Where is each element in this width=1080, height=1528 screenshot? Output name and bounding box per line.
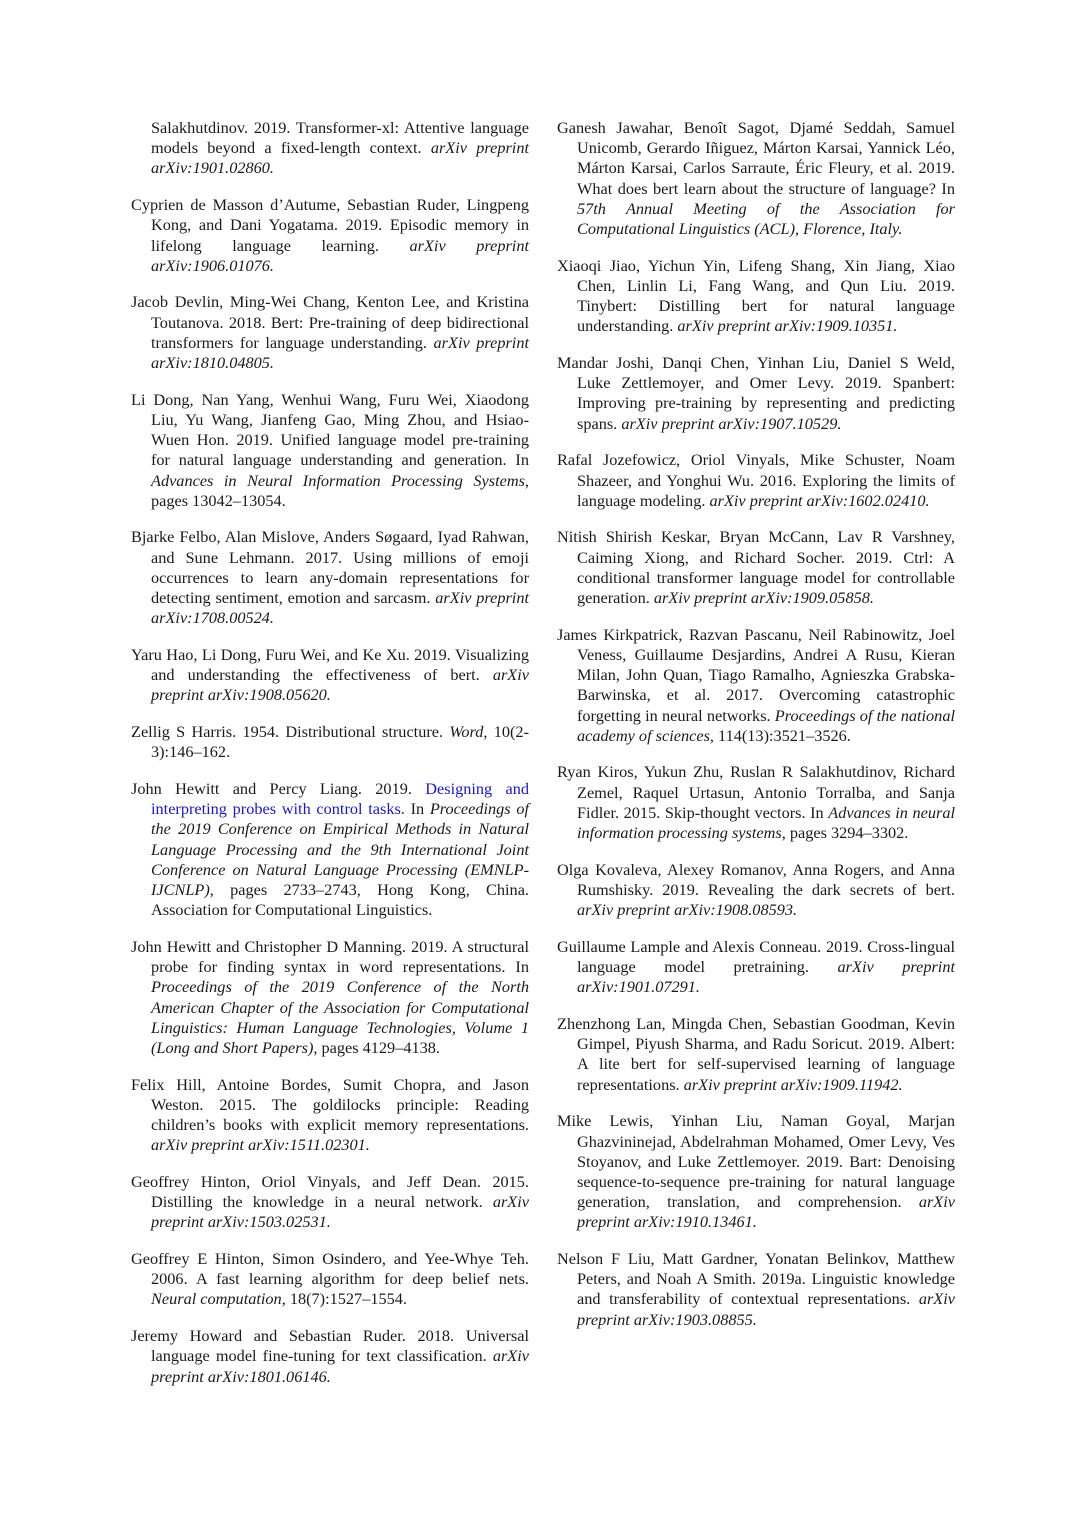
reference-venue: Word: [449, 722, 484, 742]
reference-text: , 114(13):3521–3526.: [709, 725, 851, 745]
reference-text: In: [404, 799, 430, 819]
reference-text: , pages 4129–4138.: [313, 1037, 440, 1057]
reference-venue: Proceedings of the 2019 Conference of the North American Chapter of the Association for Computational Linguistics: Human Language Technologies, Volume 1 (Long and Short Papers): [151, 977, 529, 1057]
reference-text: Mandar Joshi, Danqi Chen, Yinhan Liu, Daniel S Weld, Luke Zettlemoyer, and Omer Levy. 2019. Spanbert: Improving pre-training by representing and predicting spans.: [557, 353, 955, 433]
reference-text: Ryan Kiros, Yukun Zhu, Ruslan R Salakhutdinov, Richard Zemel, Raquel Urtasun, Antonio Torralba, and Sanja Fidler. 2015. Skip-thought vectors. In: [557, 762, 955, 822]
references-right-column: [557, 118, 955, 1346]
reference-text: Cyprien de Masson d’Autume, Sebastian Ruder, Lingpeng Kong, and Dani Yogatama. 2019. Episodic memory in lifelong language learning.: [131, 195, 529, 255]
reference-text: Jeremy Howard and Sebastian Ruder. 2018. Universal language model fine-tuning for text classification.: [131, 1326, 529, 1366]
reference-entry: [557, 1014, 955, 1095]
reference-text: Rafal Jozefowicz, Oriol Vinyals, Mike Schuster, Noam Shazeer, and Yonghui Wu. 2016. Exploring the limits of language modeling.: [557, 450, 955, 510]
reference-entry: [557, 118, 955, 239]
reference-venue: arXiv preprint arXiv:1801.06146.: [151, 1346, 529, 1386]
reference-venue: Proceedings of the 2019 Conference on Empirical Methods in Natural Language Processing and the 9th International Joint Conference on Natural Language Processing (EMNLP-IJCNLP): [151, 799, 530, 899]
reference-venue: arXiv preprint arXiv:1909.10351.: [677, 316, 898, 336]
reference-entry: [131, 1172, 529, 1233]
reference-entry: [557, 1111, 955, 1232]
reference-venue: arXiv preprint arXiv:1810.04805.: [151, 332, 529, 373]
reference-text: Nitish Shirish Keskar, Bryan McCann, Lav R Varshney, Caiming Xiong, and Richard Socher. 2019. Ctrl: A conditional transformer language model for controllable generation.: [557, 527, 955, 608]
reference-entry: [557, 256, 955, 337]
reference-entry: [557, 1249, 955, 1330]
reference-text: Yaru Hao, Li Dong, Furu Wei, and Ke Xu. 2019. Visualizing and understanding the effectiveness of bert.: [131, 644, 529, 685]
reference-text: James Kirkpatrick, Razvan Pascanu, Neil Rabinowitz, Joel Veness, Guillaume Desjardins, Andrei A Rusu, Kieran Milan, John Quan, Tiago Ramalho, Agnieszka Grabska-Barwinska, et al. 2017. Overcoming catastrophic forgetting in neural networks.: [557, 624, 955, 725]
reference-entry: [131, 779, 529, 920]
reference-text: Salakhutdinov. 2019. Transformer-xl: Attentive language models beyond a fixed-length context.: [151, 118, 529, 158]
reference-entry: [557, 353, 955, 434]
reference-entry: [557, 762, 955, 843]
reference-venue: arXiv preprint arXiv:1909.11942.: [683, 1074, 903, 1094]
reference-entry: [131, 645, 529, 706]
reference-entry: [131, 937, 529, 1058]
reference-entry: [557, 937, 955, 998]
reference-text: Xiaoqi Jiao, Yichun Yin, Lifeng Shang, Xin Jiang, Xiao Chen, Linlin Li, Fang Wang, and Qun Liu. 2019. Tinybert: Distilling bert for natural language understanding.: [557, 255, 955, 336]
reference-entry: [131, 1075, 529, 1156]
reference-text: , pages 2733–2743, Hong Kong, China. Association for Computational Linguistics.: [151, 880, 529, 920]
reference-text: , 18(7):1527–1554.: [281, 1289, 407, 1309]
reference-text: Mike Lewis, Yinhan Liu, Naman Goyal, Marjan Ghazvininejad, Abdelrahman Mohamed, Omer Levy, Ves Stoyanov, and Luke Zettlemoyer. 2019. Bart: Denoising sequence-to-sequence pre-training for natural language generation, translation, and comprehension.: [557, 1111, 955, 1212]
reference-venue: arXiv preprint arXiv:1908.05620.: [151, 665, 529, 705]
reference-text: Ganesh Jawahar, Benoît Sagot, Djamé Seddah, Samuel Unicomb, Gerardo Iñiguez, Márton Karsai, Yannick Léo, Márton Karsai, Carlos Sarraute, Éric Fleury, et al. 2019. What does bert learn about the structure of language? In: [557, 118, 955, 198]
reference-venue: arXiv preprint arXiv:1909.05858.: [653, 588, 874, 608]
reference-entry: [557, 625, 955, 746]
reference-entry: [131, 195, 529, 276]
reference-venue: arXiv preprint arXiv:1903.08855.: [577, 1289, 955, 1329]
reference-venue: arXiv preprint arXiv:1907.10529.: [621, 413, 842, 433]
reference-entry: [131, 1326, 529, 1387]
reference-venue: Advances in neural information processing systems: [577, 802, 955, 843]
reference-entry: [131, 292, 529, 373]
reference-text: John Hewitt and Christopher D Manning. 2019. A structural probe for finding syntax in word representations. In: [131, 936, 529, 977]
reference-venue: arXiv preprint arXiv:1906.01076.: [151, 235, 529, 275]
reference-entry: [131, 722, 529, 762]
reference-entry: [131, 390, 529, 511]
reference-venue: arXiv preprint arXiv:1602.02410.: [709, 490, 930, 510]
reference-entry: [131, 118, 529, 179]
reference-venue: arXiv preprint arXiv:1503.02531.: [151, 1192, 529, 1232]
reference-text: Geoffrey Hinton, Oriol Vinyals, and Jeff Dean. 2015. Distilling the knowledge in a neural network.: [131, 1171, 529, 1212]
reference-text: , pages 13042–13054.: [151, 470, 529, 510]
reference-link[interactable]: Designing and interpreting probes with control tasks.: [151, 778, 530, 819]
reference-entry: [557, 450, 955, 511]
reference-text: John Hewitt and Percy Liang. 2019.: [131, 778, 426, 798]
reference-text: Olga Kovaleva, Alexey Romanov, Anna Rogers, and Anna Rumshisky. 2019. Revealing the dark secrets of bert.: [557, 859, 955, 899]
reference-text: Zellig S Harris. 1954. Distributional structure.: [131, 722, 450, 742]
reference-venue: arXiv preprint arXiv:1901.07291.: [577, 957, 955, 997]
reference-text: Geoffrey E Hinton, Simon Osindero, and Yee-Whye Teh. 2006. A fast learning algorithm for deep belief nets.: [131, 1249, 529, 1289]
reference-venue: Proceedings of the national academy of sciences: [577, 705, 955, 745]
reference-text: Jacob Devlin, Ming-Wei Chang, Kenton Lee, and Kristina Toutanova. 2018. Bert: Pre-training of deep bidirectional transformers for language understanding.: [131, 292, 529, 352]
reference-entry: [557, 860, 955, 921]
reference-text: Zhenzhong Lan, Mingda Chen, Sebastian Goodman, Kevin Gimpel, Piyush Sharma, and Radu Soricut. 2019. Albert: A lite bert for self-supervised learning of language representations.: [557, 1014, 955, 1094]
reference-text: Li Dong, Nan Yang, Wenhui Wang, Furu Wei, Xiaodong Liu, Yu Wang, Jianfeng Gao, Ming Zhou, and Hsiao-Wuen Hon. 2019. Unified language model pre-training for natural language understanding and generation. In: [131, 389, 529, 470]
reference-venue: arXiv preprint arXiv:1511.02301.: [151, 1135, 370, 1155]
reference-venue: arXiv preprint arXiv:1908.08593.: [577, 900, 798, 920]
reference-venue: arXiv preprint arXiv:1708.00524.: [151, 588, 529, 628]
reference-venue: arXiv preprint arXiv:1901.02860.: [151, 138, 529, 178]
reference-text: Nelson F Liu, Matt Gardner, Yonatan Belinkov, Matthew Peters, and Noah A Smith. 2019a. Linguistic knowledge and transferability of contextual representations.: [557, 1249, 955, 1309]
reference-text: , pages 3294–3302.: [781, 823, 909, 843]
reference-venue: 57th Annual Meeting of the Association for Computational Linguistics (ACL), Florence, Italy.: [577, 198, 955, 239]
reference-text: Guillaume Lample and Alexis Conneau. 2019. Cross-lingual language model pretraining.: [557, 936, 955, 977]
references-left-column: [131, 118, 529, 1403]
reference-venue: arXiv preprint arXiv:1910.13461.: [577, 1192, 955, 1232]
reference-text: Bjarke Felbo, Alan Mislove, Anders Søgaard, Iyad Rahwan, and Sune Lehmann. 2017. Using millions of emoji occurrences to learn any-domain representations for detecting sentiment, emotion and sarcasm.: [131, 527, 529, 608]
reference-text: , 10(2-3):146–162.: [151, 722, 529, 762]
reference-entry: [131, 527, 529, 628]
reference-text: Felix Hill, Antoine Bordes, Sumit Chopra, and Jason Weston. 2015. The goldilocks principle: Reading children’s books with explicit memory representations.: [131, 1074, 529, 1135]
reference-entry: [131, 1249, 529, 1310]
reference-entry: [557, 527, 955, 608]
reference-venue: Neural computation: [151, 1289, 282, 1309]
reference-venue: Advances in Neural Information Processing Systems: [151, 470, 525, 490]
